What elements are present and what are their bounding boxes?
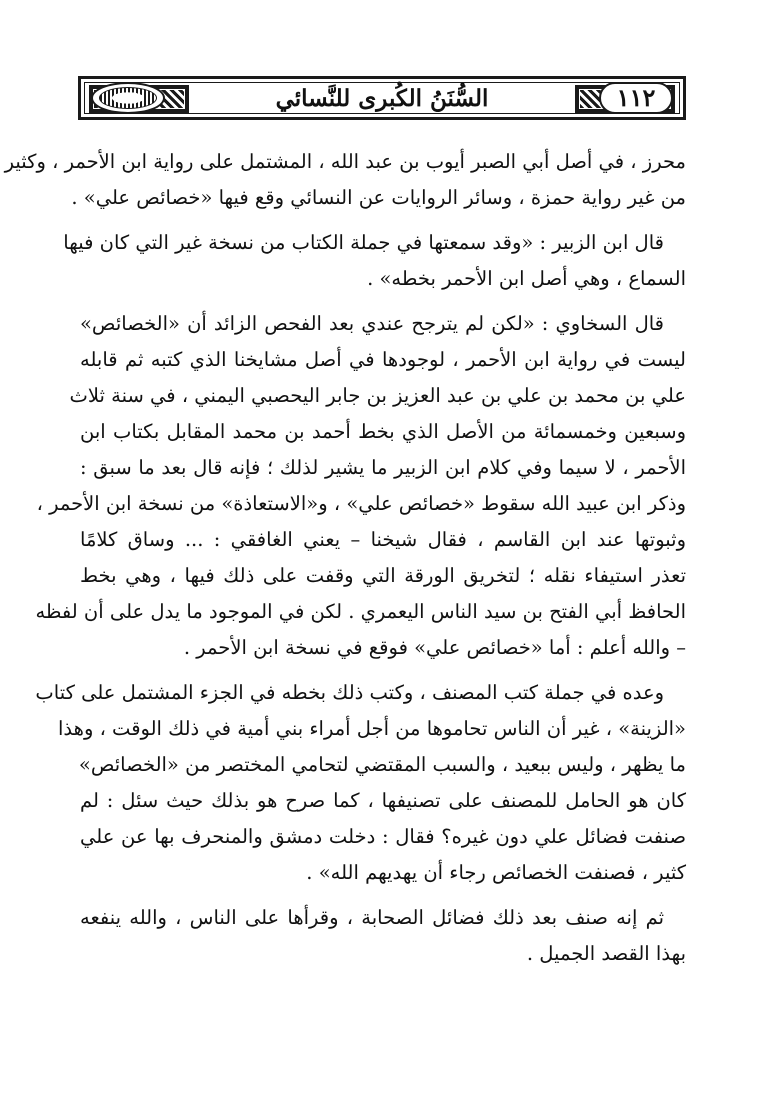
page-header [78,76,686,120]
text-line: كثير ، فصنفت الخصائص رجاء أن يهديهم الله» . [306,861,686,884]
text-line: الأحمر ، لا سيما وفي كلام ابن الزبير ما يشير لذلك ؛ فإنه قال بعد ما سبق : [80,456,686,479]
book-title: السُّنَنُ الكُبرى للنَّسائي [197,83,567,113]
text-line: «الزينة» ، غير أن الناس تحاموها من أجل أمراء بني أمية في ذلك الوقت ، وهذا [58,717,686,740]
text-line: ليست في رواية ابن الأحمر ، لوجودها في أصل مشايخنا الذي كتبه ثم قابله [80,348,686,371]
text-line: صنفت فضائل علي دون غيره؟ فقال : دخلت دمشق والمنحرف بها عن علي [80,825,686,848]
text-line: – والله أعلم : أما «خصائص علي» فوقع في نسخة ابن الأحمر . [183,636,686,659]
text-line: بهذا القصد الجميل . [526,942,686,965]
text-line: وذكر ابن عبيد الله سقوط «خصائص علي» ، و«الاستعاذة» من نسخة ابن الأحمر ، [36,492,686,515]
text-line: قال ابن الزبير : «وقد سمعتها في جملة الكتاب من نسخة غير التي كان فيها [63,231,664,254]
text-line: تعذر استيفاء نقله ؛ لتخريق الورقة التي وقفت على ذلك فيها ، وهي بخط [80,564,686,587]
paragraph [63,225,686,297]
text-line: من غير رواية حمزة ، وسائر الروايات عن النسائي وقع فيها «خصائص علي» . [71,186,686,209]
text-line: وثبوتها عند ابن القاسم ، فقال شيخنا – يعني الغافقي : ... وساق كلامًا [80,528,686,551]
text-line: الحافظ أبي الفتح بن سيد الناس اليعمري . لكن في الموجود ما يدل على أن لفظه [35,600,686,623]
page-number: ١١٢ [599,82,673,114]
text-line: السماع ، وهي أصل ابن الأحمر بخطه» . [367,267,686,290]
text-line: وسبعين وخمسمائة من الأصل الذي بخط أحمد بن محمد المقابل بكتاب ابن [80,420,686,443]
page-body [4,144,686,972]
paragraph [80,900,686,972]
paragraph [4,144,686,216]
text-line: علي بن محمد بن علي بن عبد العزيز بن جابر اليحصبي اليمني ، في سنة ثلاث [69,384,686,407]
paragraph [35,675,686,891]
text-line: ثم إنه صنف بعد ذلك فضائل الصحابة ، وقرأها على الناس ، والله ينفعه [80,906,664,929]
text-line: محرز ، في أصل أبي الصبر أيوب بن عبد الله ، المشتمل على رواية ابن الأحمر ، وكثير [4,150,686,173]
text-line: كان هو الحامل للمصنف على تصنيفها ، كما صرح هو بذلك حيث سئل : لم [80,789,686,812]
text-line: ما يظهر ، وليس ببعيد ، والسبب المقتضي لتحامي المختصر من «الخصائص» [78,753,686,776]
text-line: قال السخاوي : «لكن لم يترجح عندي بعد الفحص الزائد أن «الخصائص» [80,312,664,335]
text-line: وعده في جملة كتب المصنف ، وكتب ذلك بخطه في الجزء المشتمل على كتاب [35,681,664,704]
book-emblem-icon [91,82,165,114]
paragraph [35,306,686,666]
